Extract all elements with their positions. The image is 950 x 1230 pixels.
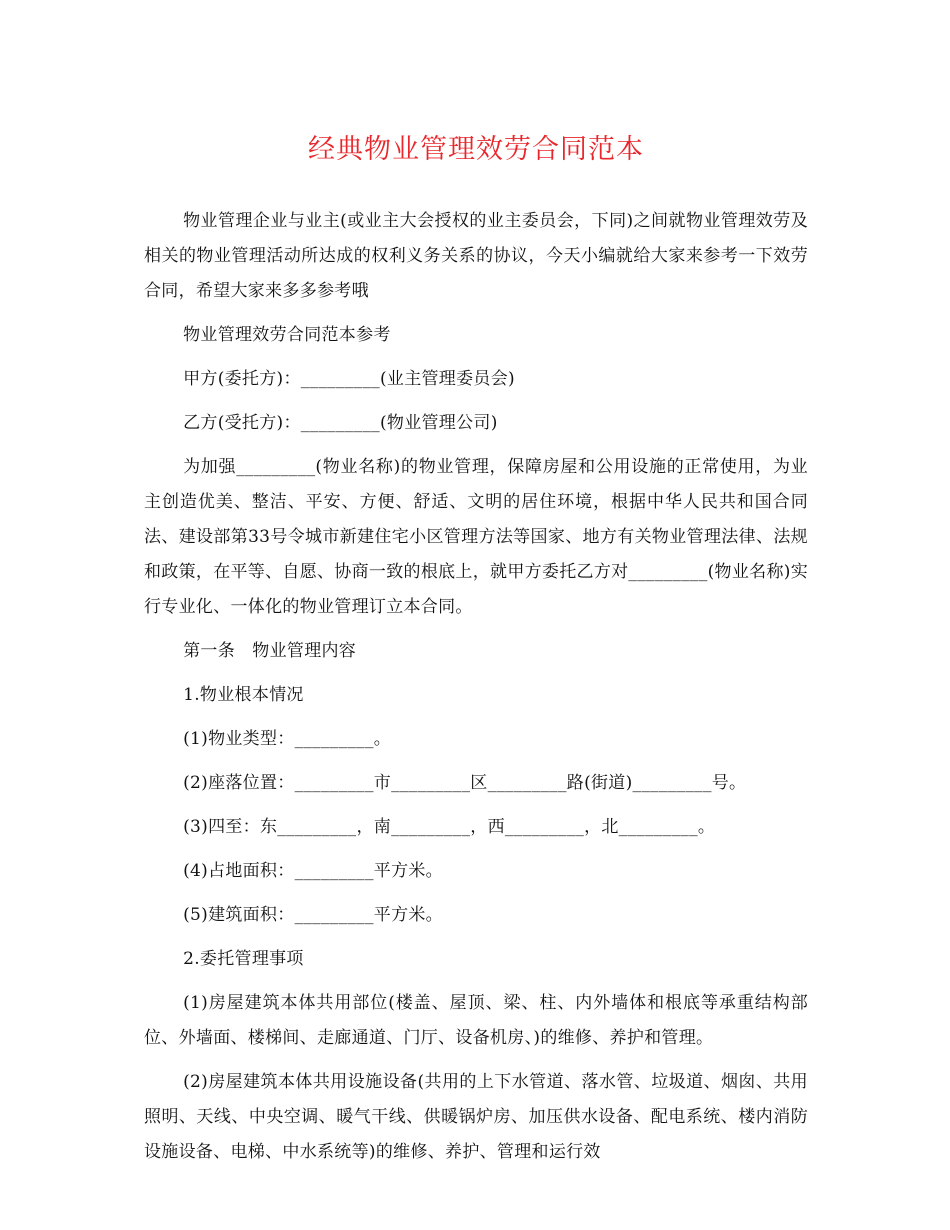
intro-paragraph: 物业管理企业与业主(或业主大会授权的业主委员会，下同)之间就物业管理效劳及相关的物业管理活动所达成的权利义务关系的协议，今天小编就给大家来参考一下效劳合同，希望大家来多多参考哦 [144, 211, 808, 301]
contract-heading-paragraph: 物业管理效劳合同范本参考 [183, 325, 391, 345]
party-a-line: 甲方(委托方)：_________(业主管理委员会) [183, 369, 515, 389]
item-shared-facilities: (2)房屋建筑本体共用设施设备(共用的上下水管道、落水管、垃圾道、烟囱、共用照明、天线、中央空调、暖气干线、供暖锅炉房、加压供水设备、配电系统、楼内消防设施设备、电梯、中水系统等)的维修、养护、管理和运行效 [144, 1072, 808, 1162]
item-property-type: (1)物业类型：_________。 [183, 729, 392, 749]
document-body [144, 204, 808, 1170]
section-property-basics: 1.物业根本情况 [183, 685, 304, 705]
purpose-paragraph: 为加强_________(物业名称)的物业管理，保障房屋和公用设施的正常使用，为业主创造优美、整洁、平安、方便、舒适、文明的居住环境，根据中华人民共和国合同法、建设部第33号令城市新建住宅小区管理方法等国家、地方有关物业管理法律、法规和政策，在平等、自愿、协商一致的根底上，就甲方委托乙方对_________(物业名称)实行专业化、一体化的物业管理订立本合同。 [144, 457, 808, 617]
party-b-line: 乙方(受托方)：_________(物业管理公司) [183, 413, 498, 433]
item-location: (2)座落位置：_________市_________区_________路(街道)_________号。 [183, 773, 747, 793]
item-building-area: (5)建筑面积：_________平方米。 [183, 905, 443, 925]
item-boundaries: (3)四至：东_________，南_________，西_________，北_________。 [183, 817, 716, 837]
article-one-heading: 第一条 物业管理内容 [183, 641, 357, 661]
section-entrusted-matters: 2.委托管理事项 [183, 949, 304, 969]
item-shared-structure: (1)房屋建筑本体共用部位(楼盖、屋顶、梁、柱、内外墙体和根底等承重结构部位、外墙面、楼梯间、走廊通道、门厅、设备机房、)的维修、养护和管理。 [144, 993, 808, 1048]
document-title: 经典物业管理效劳合同范本 [308, 134, 644, 165]
item-land-area: (4)占地面积：_________平方米。 [183, 861, 443, 881]
